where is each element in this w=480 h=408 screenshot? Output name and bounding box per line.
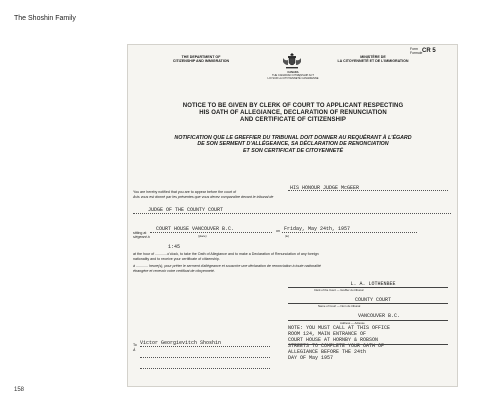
applicant-name: Victor Georgievitch Shoshin (140, 340, 222, 346)
title-english (148, 103, 438, 125)
crest-caption-line: THE CANADIAN CITIZENSHIP ACT (272, 74, 314, 78)
date-line (282, 232, 417, 233)
court-name-line (133, 213, 451, 214)
note-box (288, 325, 450, 361)
applicant-line-3 (140, 368, 270, 369)
department-fr-line: MINISTÈRE DE (360, 55, 386, 59)
title-en-line: NOTICE TO BE GIVEN BY CLERK OF COURT TO APPLICANT RESPECTING (182, 103, 404, 109)
note-line: NOTE: YOU MUST CALL AT THIS OFFICE (288, 325, 391, 331)
department-en-line: CITIZENSHIP AND IMMIGRATION (172, 59, 230, 64)
title-fr-line: NOTIFICATION QUE LE GREFFIER DU TRIBUNAL DOIT DONNER AU REQUÉRANT À L'ÉGARD (174, 135, 412, 141)
note-line: DAY OF May 1957 (288, 355, 334, 361)
title-fr-line: DE SON SERMENT D'ALLÉGEANCE, SA DÉCLARATION DE RENONCIATION (197, 141, 389, 148)
address-line (288, 320, 448, 321)
title-en-line: HIS OATH OF ALLEGIANCE, DECLARATION OF RENUNCIATION (199, 110, 387, 117)
sitting-at-label-fr: siégeant à (133, 235, 150, 239)
oath-text-fr-2: étrangère et recevoir votre certificat de citoyenneté. (133, 269, 215, 273)
note-line: COURT HOUSE AT HORNBY & ROBSON (288, 337, 379, 343)
clerk-caption: Clerk of the Court — Greffier du tribunal (314, 288, 364, 292)
applicant-line-1 (140, 346, 270, 347)
title-fr-line: ET SON CERTIFICAT DE CITOYENNETÉ (242, 147, 344, 154)
note-line: ALLEGIANCE BEFORE THE 24th (288, 349, 367, 355)
clerk-signature-line (288, 287, 448, 288)
page-number: 158 (14, 387, 25, 393)
crest-caption (248, 71, 338, 80)
citizenship-notice-form (127, 44, 458, 387)
judge-name: HIS HONOUR JUDGE McGEER (290, 185, 360, 191)
court-line (288, 303, 448, 304)
hearing-location: COURT HOUSE VANCOUVER B.C. (156, 226, 235, 232)
oath-text-en: at the hour of ............o'clock, to take the Oath of Allegiance and to make a Declaration of Renunciation of any foreign (133, 252, 319, 256)
note-line: ROOM 124, MAIN ENTRANCE OF (288, 331, 367, 337)
date-caption: (le) (285, 234, 290, 238)
place-caption: (place) (198, 234, 207, 238)
on-label: on (276, 229, 280, 233)
clerk-name: L. A. LOTHENBEE (350, 281, 396, 287)
oath-text-en-2: nationality and to receive your certificate of citizenship. (133, 257, 220, 261)
location-line (150, 232, 272, 233)
title-en-line: AND CERTIFICATE OF CITIZENSHIP (240, 117, 346, 124)
city-value: VANCOUVER B.C. (357, 313, 400, 319)
department-fr-line: LA CITOYENNETÉ ET DE L'IMMIGRATION (337, 59, 409, 64)
to-label-fr: À (133, 348, 136, 352)
note-underline (288, 344, 448, 345)
crest-caption-line: LOI SUR LA CITOYENNETÉ CANADIENNE (267, 77, 319, 81)
form-label-fr: Formule (410, 50, 423, 55)
form-label-en: Form (410, 47, 418, 51)
court-caption: Name of Court — Nom du tribunal (318, 304, 361, 308)
department-fr (328, 55, 418, 63)
sitting-at-label: sitting at (133, 231, 147, 235)
page-header: The Shoshin Family (14, 15, 76, 22)
department-en (166, 55, 236, 63)
oath-text-fr: à ............ heure(s), pour prêter le serment d'allégeance et souscrire une déclaration de renonciation à toute nationalité (133, 264, 321, 268)
intro-fr: Avis vous est donné par les présentes que vous devez comparaître devant le tribunal de (133, 195, 274, 199)
to-label: To (133, 343, 137, 347)
hearing-time: 1:45 (168, 244, 181, 250)
address-caption: Address — Adresse (340, 321, 365, 325)
note-line: STREETS TO COMPLETE YOUR OATH OF (288, 343, 385, 349)
title-french (148, 135, 438, 154)
crest-caption-line: CANADA (287, 71, 299, 74)
judge-name-line (288, 190, 448, 191)
coat-of-arms-icon (280, 52, 304, 70)
form-code: CR 5 (422, 48, 436, 54)
court-name: JUDGE OF THE COUNTY COURT (148, 207, 224, 213)
intro-en: You are hereby notified that you are to appear before the court of (133, 190, 237, 194)
applicant-line-2 (140, 357, 270, 358)
hearing-date: Friday, May 24th, 1957 (284, 226, 351, 232)
court-value: COUNTY COURT (354, 297, 391, 303)
department-en-line: THE DEPARTMENT OF (181, 55, 221, 59)
